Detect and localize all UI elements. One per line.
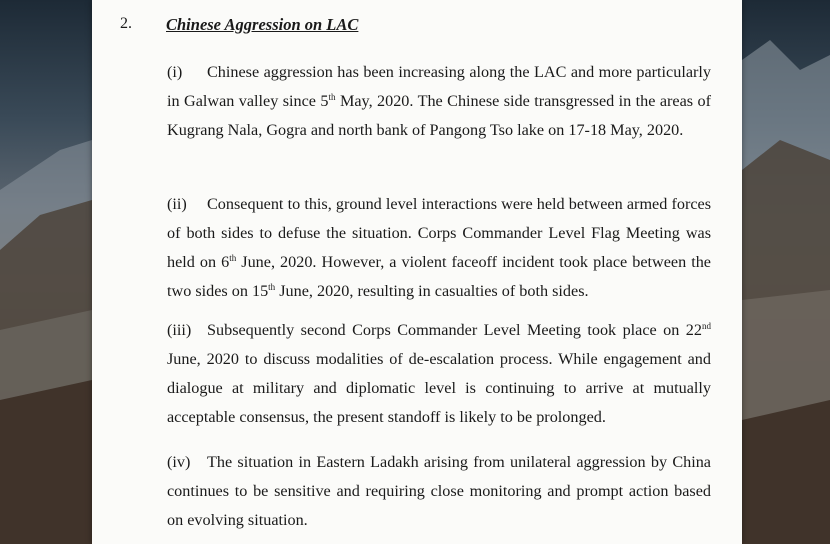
document-page (92, 0, 742, 544)
section-number: 2. (120, 15, 132, 32)
paragraph-iv (167, 448, 711, 535)
paragraph-label: (ii) (167, 195, 187, 213)
superscript: th (229, 253, 237, 263)
paragraph-ii (167, 190, 711, 306)
paragraph-label: (iv) (167, 453, 191, 471)
paragraph-text: June, 2020, resulting in casualties of both sides. (275, 282, 589, 300)
paragraph-label: (i) (167, 63, 183, 81)
paragraph-text: The situation in Eastern Ladakh arising from unilateral aggression by China continues to be sensitive and requiring close monitoring and prompt action based on evolving situation. (167, 453, 711, 529)
paragraph-iii (167, 316, 711, 432)
paragraph-text: Consequent to this, ground level interactions were held between armed forces of both sides to defuse the situation. Corps Commander Level Flag Meeting was held on 6 (167, 195, 711, 271)
paragraph-text: June, 2020. However, a violent faceoff incident took place between the two sides on 15 (167, 253, 711, 300)
superscript: th (268, 282, 276, 292)
superscript: nd (702, 321, 711, 331)
section-heading (120, 15, 720, 39)
paragraph-label: (iii) (167, 321, 192, 339)
paragraph-text: May, 2020. The Chinese side transgressed in the areas of Kugrang Nala, Gogra and north bank of Pangong Tso lake on 17-18 May, 2020. (167, 92, 711, 139)
paragraph-text: Chinese aggression has been increasing along the LAC and more particularly in Galwan valley since 5 (167, 63, 711, 110)
superscript: th (328, 92, 336, 102)
paragraph-text: June, 2020 to discuss modalities of de-escalation process. While engagement and dialogue at military and diplomatic level is continuing to arrive at mutually acceptable consensus, the present standoff is likely to be prolonged. (167, 350, 711, 426)
paragraph-i (167, 58, 711, 145)
section-title: Chinese Aggression on LAC (166, 15, 359, 34)
paragraph-text: Subsequently second Corps Commander Level Meeting took place on 22 (207, 321, 702, 339)
